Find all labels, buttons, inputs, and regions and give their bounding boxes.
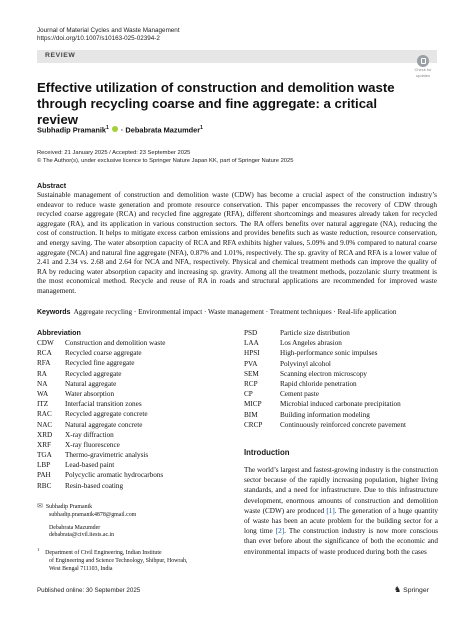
abbreviation-row [37,348,165,358]
author-name[interactable]: Subhadip Pramanik [37,125,106,135]
affiliation-line: West Bengal 711103, India [49,565,113,572]
intro-text: . The generation of a huge quantity of waste has been an acute problem for the building sector for a long time [244,506,438,536]
paper-title: Effective utilization of construction and demolition waste through recycling coarse and fine aggregate: a critical review [37,80,395,127]
abbreviation-row [37,430,165,440]
contact-email[interactable]: debabrata@civil.iiests.ac.in [49,532,115,539]
abbreviation-definition: Water absorption [65,389,115,398]
abbreviation-term: RCA [37,349,52,358]
publisher-logo [394,585,429,594]
abbreviation-term: PSD [244,329,258,337]
abbreviation-term: LAA [244,339,259,348]
received-accepted: Received: 21 January 2025 / Accepted: 23 September 2025 [37,150,191,156]
abbreviation-heading: Abbreviation [37,328,81,337]
envelope-icon: ✉ [37,502,43,510]
abbreviation-term: BIM [244,410,258,419]
abbreviation-row [37,450,165,460]
affiliation-footnote [37,546,187,573]
author-name[interactable]: Debabrata Mazumder [125,125,201,135]
affiliation-marker: 1 [200,125,203,131]
abbreviation-definition: Natural aggregate concrete [65,420,143,429]
abbreviation-term: CRCP [244,420,263,429]
abbreviation-row [244,348,406,358]
abbreviation-definition: Scanning electron microscopy [280,369,368,378]
abbreviation-definition: Lead-based paint [65,461,115,470]
abbreviation-row [244,399,406,409]
affiliation-line: of Engineering and Science Technology, Shibpur, Howrah, [49,557,188,564]
abbreviation-term: RAC [37,410,52,419]
abbreviation-term: CP [244,390,253,399]
contact-name: Subhadip Pramanik [45,504,93,510]
journal-name: Journal of Material Cycles and Waste Management [37,27,180,34]
abbreviation-definition: Particle size distribution [280,329,350,337]
abbreviation-term: WA [37,389,49,398]
doi-link[interactable]: https://doi.org/10.1007/s10163-025-02394-2 [37,35,160,43]
affiliation-number: 1 [37,547,40,552]
abbreviation-definition: X-ray fluorescence [65,440,120,449]
abbreviation-row [37,389,165,399]
abbreviation-definition: Recycled aggregate [65,369,122,378]
abbreviation-term: HPSI [244,349,260,358]
abbreviation-list-left [37,338,165,491]
abbreviation-row [244,369,406,379]
abbreviation-definition: Cement paste [280,390,319,399]
journal-header [37,27,180,44]
affiliation-line: Department of Civil Engineering, Indian Institute [45,549,162,556]
abbreviation-term: TGA [37,451,52,460]
abbreviation-definition: Thermo-gravimetric analysis [65,451,149,460]
article-type-label: REVIEW [45,52,76,59]
abbreviation-definition: Microbial induced carbonate precipitation [280,400,401,409]
author-separator: · [118,125,126,135]
copyright-line: © The Author(s), under exclusive licence to Springer Nature Japan KK, part of Springer Nature 2025 [37,158,294,165]
publisher-name: Springer [403,587,429,594]
abbreviation-row [37,470,165,480]
abbreviation-row [37,399,165,409]
abstract-text: Sustainable management of construction and demolition waste (CDW) has become a crucial aspect of the construction industry’s endeavor to reduce waste generation and promote resource conservation. This paper encompasses the recovery of CDW through recycled coarse aggregate (RCA) and recycled fine aggregate (RFA), different shortcomings and measures already taken for recycled aggregate (RA), and its application in various construction sectors. The RA offers benefits over natural aggregate (NA), reducing the cost of construction. It helps to mitigate excess carbon emissions and provides benefits such as waste reduction, resource conservation, and energy saving. The water absorption capacity of RCA and RFA exhibits higher values, 5.09% and 9.0% compared to natural coarse aggregate (NCA) and natural fine aggregate (NFA), 0.87% and 1.01%, respectively. The sp. gravity of RCA and RFA is a lower value of 2.41 and 2.34 vs. 2.68 and 2.64 for NCA and NFA, respectively. Physical and chemical treatment methods can improve the quality of RA by reducing water absorption capacity and increasing sp. gravity. Among all the treatment methods, pozzolanic slurry treatment is the most economical method. Recycle and reuse of RA in roads and structural applications are recommended for improved waste management. [37,190,437,295]
author-line [37,125,203,134]
abstract-heading: Abstract [37,181,67,190]
abbreviation-row [37,440,165,450]
abbreviation-term: CDW [37,339,54,347]
abbreviation-row [37,481,165,491]
abbreviation-term: RBC [37,481,52,490]
contact-email[interactable]: subhadip.pramanik4878@gmail.com [49,511,137,518]
abbreviation-term: RA [37,369,47,378]
bookmark-icon [417,55,429,67]
citation-link[interactable]: [2] [275,527,285,536]
introduction-heading: Introduction [244,448,290,457]
abbreviation-row [37,338,165,348]
abbreviation-term: ITZ [37,400,49,409]
abbreviation-row [244,338,406,348]
abbreviation-term: XRF [37,440,51,449]
intro-text: . The construction industry is now more conscious than ever before about the significance of both the economic and environmental impacts of waste produced during both the cases [244,527,439,556]
abbreviation-term: SEM [244,369,259,378]
abbreviation-row [244,410,406,420]
abbreviation-term: NA [37,379,48,388]
abbreviation-term: PVA [244,359,258,368]
abbreviation-term: NAC [37,420,53,429]
abbreviation-definition: Resin-based coating [65,481,124,490]
citation-link[interactable]: [1] [326,506,335,515]
badge-line1: Check for [414,67,432,72]
contact-name: Debabrata Mazumder [49,524,101,531]
abbreviation-term: RFA [37,359,51,368]
abbreviation-term: PAH [37,471,51,480]
orcid-icon[interactable] [112,126,118,132]
abbreviation-row [244,420,406,430]
abbreviation-row [37,460,165,470]
review-bar [37,50,437,63]
abbreviation-definition: Los Angeles abrasion [280,339,342,348]
abbreviation-term: RCP [244,379,258,388]
abbreviation-row [244,389,406,399]
badge-line2: updates [415,72,431,78]
keywords-label: Keywords [37,309,71,316]
abbreviation-definition: Polyvinyl alcohol [280,359,331,368]
affiliation-marker: 1 [106,125,109,131]
abbreviation-definition: Construction and demolition waste [65,339,166,347]
abbreviation-row [37,369,165,379]
keywords [37,308,437,317]
abbreviation-definition: Natural aggregate [65,379,117,388]
abbreviation-term: XRD [37,430,53,439]
introduction-text [244,465,438,557]
abbreviation-row [37,420,165,430]
abbreviation-term: MICP [244,400,262,409]
publication-dates [37,149,293,165]
abbreviation-definition: Recycled fine aggregate [65,359,135,368]
abbreviation-list-right [244,328,406,430]
abbreviation-definition: Continuously reinforced concrete pavement [280,420,406,429]
abbreviation-row [244,379,406,389]
abbreviation-row [244,328,406,338]
published-online: Published online: 30 September 2025 [37,587,141,594]
abbreviation-row [37,358,165,368]
keywords-text: Aggregate recycling · Environmental impact · Waste management · Treatment techniques · Real-life application [73,308,397,316]
abbreviation-definition: Interfacial transition zones [65,400,142,409]
abbreviation-row [37,409,165,419]
abbreviation-definition: Building information modeling [280,410,370,419]
contact-footnote [37,503,136,540]
abbreviation-term: LBP [37,461,51,470]
abbreviation-definition: Recycled coarse aggregate [65,349,142,358]
abbreviation-definition: High-performance sonic impulses [280,349,378,358]
abbreviation-definition: X-ray diffraction [65,430,114,439]
springer-horse-icon: ♞ [394,585,402,594]
abbreviation-row [37,379,165,389]
intro-text: The world’s largest and fastest-growing industry is the construction sector because of the rapidly increasing population, higher living standards, and a need for infrastructure. Due to this infrastructure development, enormous amounts of construction and demolition waste (CDW) are produced [244,466,438,515]
abbreviation-definition: Recycled aggregate concrete [65,410,148,419]
check-for-updates-badge[interactable] [408,55,438,77]
abbreviation-definition: Rapid chloride penetration [280,379,357,388]
abbreviation-definition: Polycyclic aromatic hydrocarbons [65,471,164,480]
abbreviation-row [244,359,406,369]
